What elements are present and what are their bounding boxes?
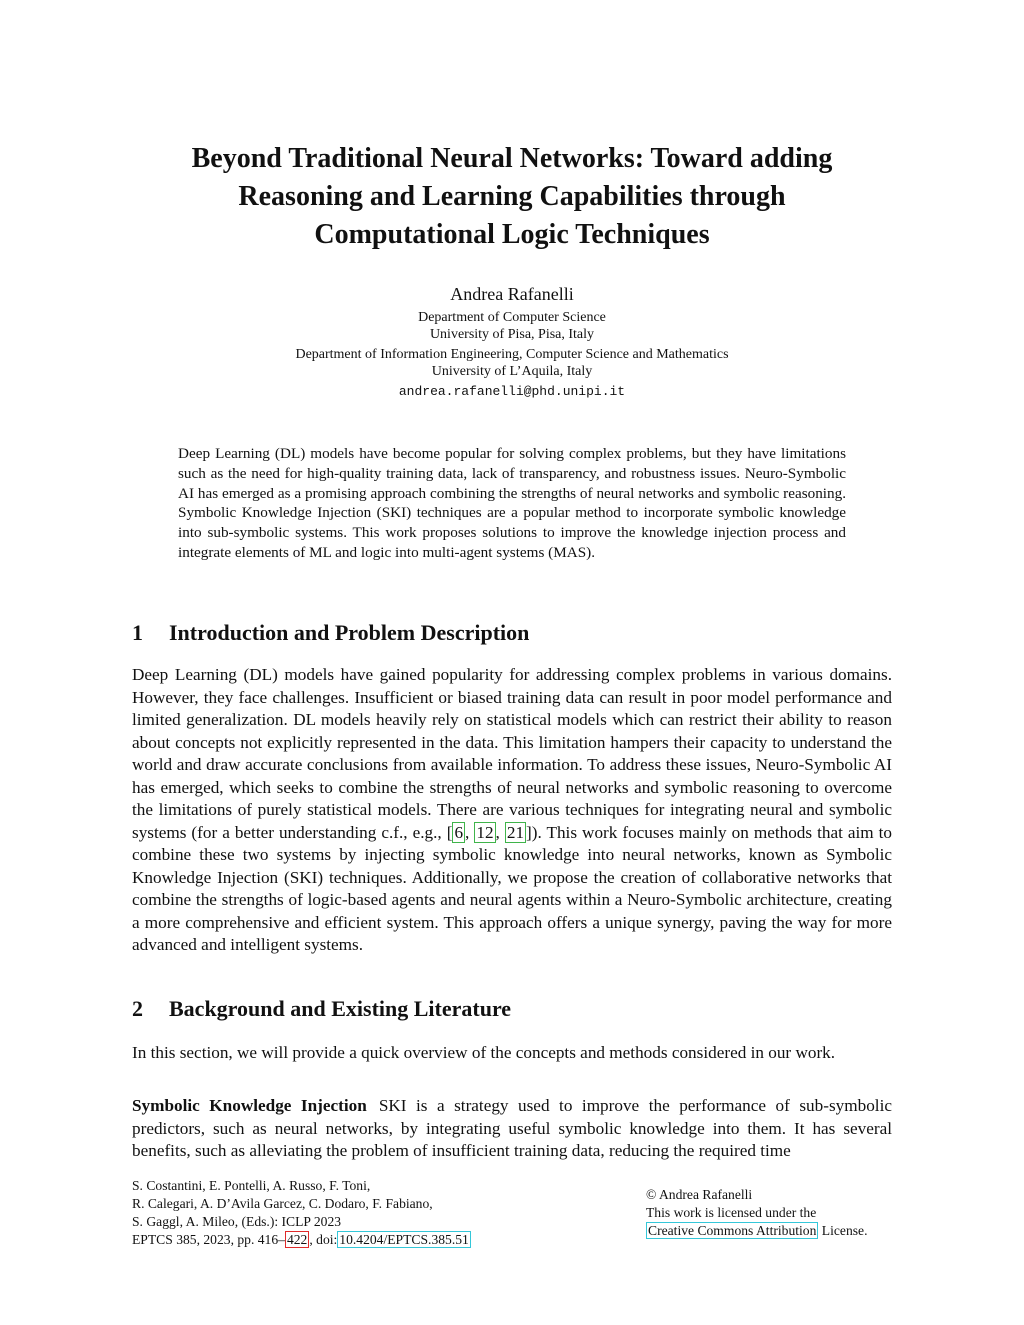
author-name: Andrea Rafanelli bbox=[450, 284, 574, 304]
section-number: 1 bbox=[132, 620, 143, 645]
paper-title bbox=[132, 140, 892, 254]
section-number: 2 bbox=[132, 996, 143, 1021]
title-line-1: Beyond Traditional Neural Networks: Toward adding bbox=[191, 143, 833, 174]
citation-link[interactable]: 21 bbox=[506, 822, 525, 842]
section-2-intro: In this section, we will provide a quick overview of the concepts and methods considered in our work. bbox=[132, 1043, 836, 1062]
affiliation-univ: University of Pisa, Pisa, Italy bbox=[429, 327, 595, 342]
section-2-heading bbox=[132, 995, 892, 1023]
abstract: Deep Learning (DL) models have become popular for solving complex problems, but they have limitations such as the need for high-quality training data, lack of transparency, and robustness issues. Neuro-Symbolic AI has emerged as a promising approach combining the strengths of neural networks and symbolic reasoning. Symbolic Knowledge Injection (SKI) techniques are a popular method to incorporate symbolic knowledge into sub-symbolic systems. This work proposes solutions to improve the knowledge injection process and integrate elements of ML and logic into multi-agent systems (MAS). bbox=[178, 445, 846, 561]
affiliation-univ: University of L’Aquila, Italy bbox=[431, 364, 593, 379]
section-title: Introduction and Problem Description bbox=[169, 620, 530, 645]
doi-link[interactable]: 10.4204/EPTCS.385.51 bbox=[339, 1232, 469, 1247]
footer-citation: S. Costantini, E. Pontelli, A. Russo, F. Toni, R. Calegari, A. D’Avila Garcez, C. Dodaro, F. Fabiano, S. Gaggl, A. Mileo, (Eds.): ICLP 2023 EPTCS 385, 2023, pp. 416– 422 , doi: 10.4204/EPTCS.385.51 bbox=[132, 1178, 469, 1247]
ski-text: SKI is a strategy used to improve the performance of sub-symbolic predictors, such as neural networks, by integrating useful symbolic knowledge into them. It has several benefits, such as alleviating the problem of insufficient training data, reducing the required time bbox=[132, 1096, 892, 1160]
license-link[interactable]: Creative Commons Attribution bbox=[648, 1223, 817, 1238]
section-1-body: Deep Learning (DL) models have gained popularity for addressing complex problems in various domains. However, they face challenges. Insufficient or biased training data can result in poor model performance and limited generalization. DL models heavily rely on statistical models which can restrict their ability to reason about concepts not explicitly represented in the data. This limitation hampers their capacity to understand the world and draw accurate conclusions from available information. To address these issues, Neuro-Symbolic AI has emerged, which seeks to combine the strengths of neural networks and symbolic reasoning to overcome the limitations of purely statistical models. There are various techniques for integrating neural and symbolic systems (for a better understanding c.f., e.g., [ 6 , 12 , 21 ]). This work focuses mainly on methods that aim to combine these two systems by injecting symbolic knowledge into neural networks, known as Symbolic Knowledge Injection (SKI) techniques. Additionally, we propose the creation of collaborative networks that combine the strengths of logic-based agents and neural agents within a Neuro-Symbolic architecture, creating a more comprehensive and efficient system. This approach offers a unique synergy, paving the way for more advanced and intelligent systems. bbox=[132, 665, 893, 954]
copyright-notice: © Andrea Rafanelli bbox=[646, 1187, 753, 1202]
citation-link[interactable]: 6 bbox=[454, 822, 464, 842]
citation-link[interactable]: 12 bbox=[476, 822, 494, 842]
author-email: andrea.rafanelli@phd.unipi.it bbox=[398, 384, 626, 399]
affiliation-dept: Department of Computer Science bbox=[418, 310, 606, 325]
intro-text-before: Deep Learning (DL) models have gained popularity for addressing complex problems in various domains. However, they face challenges. Insufficient or biased training data can result in poor model performance and limited generalization. DL models heavily rely on statistical models which can restrict their ability to reason about concepts not explicitly represented in the data. This limitation hampers their capacity to understand the world and draw accurate conclusions from available information. To address these issues, Neuro-Symbolic AI has emerged, which seeks to combine the strengths of neural networks and symbolic reasoning to overcome the limitations of purely statistical models. There are various techniques for integrating neural and symbolic systems (for a better understanding c.f., e.g., [ bbox=[132, 665, 892, 842]
affiliation-dept: Department of Information Engineering, Computer Science and Mathematics bbox=[295, 347, 729, 362]
ski-heading: Symbolic Knowledge Injection bbox=[132, 1096, 367, 1115]
title-line-3: Computational Logic Techniques bbox=[314, 219, 710, 250]
ski-paragraph bbox=[132, 1095, 892, 1163]
footer-license: © Andrea Rafanelli This work is licensed under the Creative Commons Attribution License. bbox=[646, 1186, 906, 1240]
intro-text-after: ]). This work focuses mainly on methods that aim to combine these two systems by injecting symbolic knowledge into neural networks, known as Symbolic Knowledge Injection (SKI) techniques. Additionally, we propose the creation of collaborative networks that combine the strengths of logic-based agents and neural agents within a Neuro-Symbolic architecture, creating a more comprehensive and efficient system. This approach offers a unique synergy, paving the way for more advanced and intelligent systems. bbox=[132, 822, 893, 954]
affiliation-2 bbox=[132, 346, 892, 380]
last-page-link[interactable]: 422 bbox=[286, 1232, 308, 1247]
title-line-2: Reasoning and Learning Capabilities through bbox=[238, 181, 786, 212]
affiliation-1 bbox=[132, 309, 892, 343]
section-title: Background and Existing Literature bbox=[169, 996, 512, 1021]
section-1-heading bbox=[132, 619, 892, 647]
